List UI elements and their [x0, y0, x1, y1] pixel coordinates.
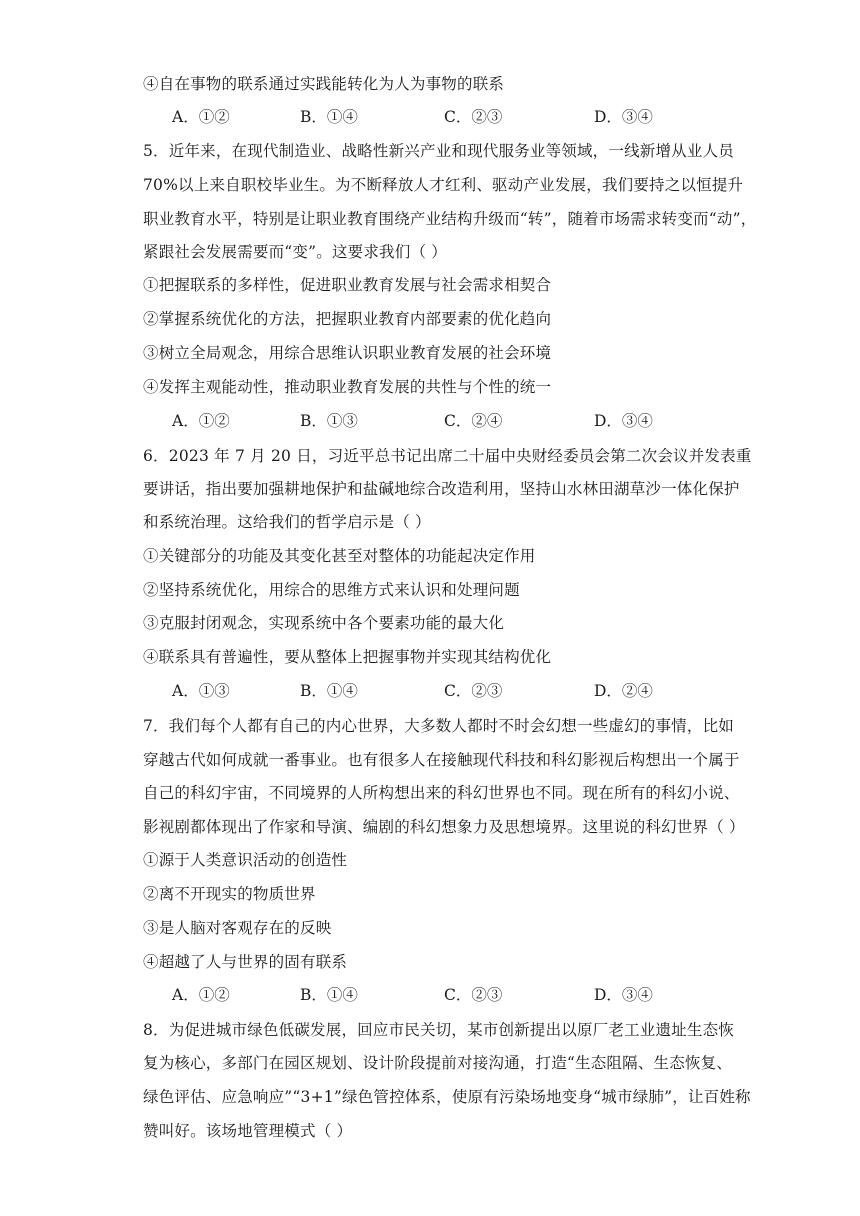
- q5-statement-4: ④发挥主观能动性，推动职业教育发展的共性与个性的统一: [143, 378, 552, 396]
- q5-stem-line-3: 职业教育水平，特别是让职业教育围绕产业结构升级而“转”，随着市场需求转变而“动”，: [143, 210, 757, 228]
- q7-stem-line-1: 7．我们每个人都有自己的内心世界，大多数人都时不时会幻想一些虚幻的事情，比如: [143, 717, 734, 735]
- q6-stem-line-2: 要讲话，指出要加强耕地保护和盐碱地综合改造利用，坚持山水林田湖草沙一体化保护: [143, 480, 740, 498]
- q6-statement-4: ④联系具有普遍性，要从整体上把握事物并实现其结构优化: [143, 648, 552, 666]
- q4-option-c: C．②③: [444, 108, 503, 126]
- q5-statement-2: ②掌握系统优化的方法，把握职业教育内部要素的优化趋向: [143, 310, 552, 328]
- q5-statement-1: ①把握联系的多样性，促进职业教育发展与社会需求相契合: [143, 276, 552, 294]
- q5-statement-3: ③树立全局观念，用综合思维认识职业教育发展的社会环境: [143, 344, 552, 362]
- q4-statement-4: ④自在事物的联系通过实践能转化为人为事物的联系: [143, 75, 505, 93]
- q6-stem-line-1: 6．2023 年 7 月 20 日，习近平总书记出席二十届中央财经委员会第二次会议并发表重: [143, 447, 752, 465]
- q7-option-a: A．①②: [172, 986, 230, 1004]
- q6-statement-2: ②坚持系统优化，用综合的思维方式来认识和处理问题: [143, 581, 520, 599]
- q4-option-d: D．③④: [594, 108, 653, 126]
- q6-option-c: C．②③: [444, 682, 503, 700]
- q5-options: [172, 410, 732, 432]
- q8-stem-line-2: 复为核心，多部门在园区规划、设计阶段提前对接沟通，打造“生态阻隔、生态恢复、: [143, 1054, 733, 1072]
- q7-statement-4: ④超越了人与世界的固有联系: [143, 953, 348, 971]
- q5-stem-line-1: 5．近年来，在现代制造业、战略性新兴产业和现代服务业等领域，一线新增从业人员: [143, 142, 734, 160]
- q5-option-c: C．②④: [444, 412, 503, 430]
- q7-option-d: D．③④: [594, 986, 653, 1004]
- q6-statement-1: ①关键部分的功能及其变化甚至对整体的功能起决定作用: [143, 547, 536, 565]
- q7-stem-line-2: 穿越古代如何成就一番事业。也有很多人在接触现代科技和科幻影视后构想出一个属于: [143, 751, 740, 769]
- q8-stem-line-3: 绿色评估、应急响应”“3+1”绿色管控体系，使原有污染场地变身“城市绿肺”，让百姓称: [143, 1088, 751, 1106]
- q8-stem-line-1: 8．为促进城市绿色低碳发展，回应市民关切，某市创新提出以原厂老工业遗址生态恢: [143, 1021, 734, 1039]
- q7-stem-line-4: 影视剧都体现出了作家和导演、编剧的科幻想象力及思想境界。这里说的科幻世界（ ）: [143, 818, 745, 836]
- q6-statement-3: ③克服封闭观念，实现系统中各个要素功能的最大化: [143, 614, 505, 632]
- q6-option-d: D．②④: [594, 682, 653, 700]
- q5-stem-line-4: 紧跟社会发展需要而“变”。这要求我们（ ）: [143, 243, 447, 261]
- q4-options: [172, 106, 732, 128]
- q6-stem-line-3: 和系统治理。这给我们的哲学启示是（ ）: [143, 513, 431, 531]
- q7-option-c: C．②③: [444, 986, 503, 1004]
- q7-statement-1: ①源于人类意识活动的创造性: [143, 851, 348, 869]
- q4-option-a: A．①②: [172, 108, 230, 126]
- q7-option-b: B．①④: [300, 986, 358, 1004]
- q5-option-d: D．③④: [594, 412, 653, 430]
- q7-options: [172, 984, 732, 1006]
- q7-statement-2: ②离不开现实的物质世界: [143, 885, 316, 903]
- q4-option-b: B．①④: [300, 108, 358, 126]
- q5-option-b: B．①③: [300, 412, 358, 430]
- q6-option-b: B．①④: [300, 682, 358, 700]
- q7-statement-3: ③是人脑对客观存在的反映: [143, 919, 332, 937]
- q7-stem-line-3: 自己的科幻宇宙，不同境界的人所构想出来的科幻世界也不同。现在所有的科幻小说、: [143, 784, 740, 802]
- q8-stem-line-4: 赞叫好。该场地管理模式（ ）: [143, 1122, 353, 1140]
- q6-option-a: A．①③: [172, 682, 230, 700]
- q5-option-a: A．①②: [172, 412, 230, 430]
- q5-stem-line-2: 70%以上来自职校毕业生。为不断释放人才红利、驱动产业发展，我们要持之以恒提升: [143, 176, 744, 194]
- q6-options: [172, 680, 732, 702]
